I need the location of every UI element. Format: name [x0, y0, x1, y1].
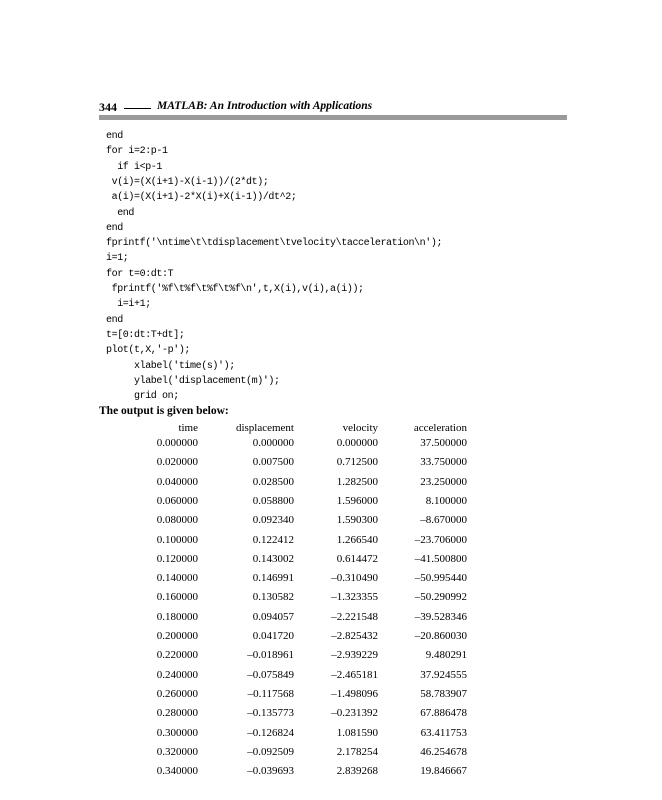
cell-displacement: –0.117568 [247, 687, 294, 700]
cell-acceleration: –23.706000 [414, 533, 467, 546]
cell-time: 0.260000 [156, 687, 198, 700]
cell-displacement: 0.058800 [252, 494, 294, 507]
cell-velocity: 1.596000 [336, 494, 378, 507]
cell-acceleration: 58.783907 [420, 687, 467, 700]
cell-velocity: 1.282500 [336, 475, 378, 488]
cell-displacement: 0.041720 [252, 630, 294, 642]
output-intro: The output is given below: [99, 405, 229, 417]
column-header-velocity: velocity [342, 422, 378, 434]
cell-time: 0.180000 [156, 610, 198, 623]
code-line: if i<p-1 [106, 161, 163, 173]
code-line: plot(t,X,'-p'); [106, 345, 191, 357]
code-line: ylabel('displacement(m)'); [106, 375, 280, 387]
cell-velocity: 1.590300 [336, 514, 378, 527]
cell-time: 0.280000 [156, 707, 198, 720]
cell-velocity: 0.712500 [336, 456, 378, 469]
cell-time: 0.160000 [156, 591, 198, 604]
code-line: xlabel('time(s)'); [106, 360, 235, 372]
cell-time: 0.340000 [156, 765, 198, 778]
code-line: v(i)=(X(i+1)-X(i-1))/(2*dt); [106, 176, 269, 188]
cell-acceleration: 37.500000 [420, 437, 467, 449]
cell-velocity: –0.310490 [331, 572, 378, 585]
cell-acceleration: 8.100000 [425, 494, 467, 507]
column-header-time: time [178, 422, 198, 434]
cell-acceleration: 9.480291 [425, 649, 467, 662]
cell-acceleration: –50.995440 [414, 572, 467, 585]
cell-displacement: 0.146991 [252, 572, 294, 585]
cell-displacement: 0.028500 [252, 475, 294, 488]
column-header-displacement: displacement [235, 422, 294, 434]
cell-displacement: –0.126824 [247, 726, 294, 739]
cell-acceleration: 63.411753 [420, 726, 467, 739]
cell-time: 0.200000 [156, 630, 198, 642]
cell-velocity: –0.231392 [331, 707, 378, 720]
cell-displacement: –0.018961 [247, 649, 294, 662]
book-title: MATLAB: An Introduction with Applications [157, 100, 373, 112]
code-line: for t=0:dt:T [106, 268, 174, 280]
cell-acceleration: 37.924555 [420, 668, 467, 681]
cell-time: 0.100000 [156, 533, 198, 546]
cell-time: 0.080000 [156, 514, 198, 527]
page-header [99, 100, 567, 122]
cell-displacement: 0.143002 [252, 552, 294, 565]
cell-acceleration: 46.254678 [420, 745, 467, 758]
cell-time: 0.320000 [156, 745, 198, 758]
code-line: a(i)=(X(i+1)-2*X(i)+X(i-1))/dt^2; [106, 192, 297, 204]
cell-time: 0.220000 [156, 649, 198, 662]
cell-velocity: –1.498096 [331, 687, 378, 700]
code-line: end [106, 207, 135, 219]
cell-acceleration: 67.886478 [420, 707, 467, 720]
cell-time: 0.000000 [156, 437, 198, 449]
cell-displacement: –0.135773 [247, 707, 294, 720]
header-rule [99, 115, 567, 120]
cell-displacement: 0.000000 [252, 437, 294, 449]
cell-acceleration: –8.670000 [420, 514, 467, 527]
cell-displacement: –0.092509 [247, 745, 294, 758]
cell-acceleration: 33.750000 [420, 456, 467, 469]
cell-displacement: 0.130582 [252, 591, 294, 604]
header-dash [124, 108, 151, 109]
cell-velocity: –2.939229 [331, 649, 378, 662]
cell-time: 0.300000 [156, 726, 198, 739]
cell-displacement: –0.039693 [247, 765, 294, 778]
cell-acceleration: –39.528346 [414, 610, 467, 623]
cell-time: 0.120000 [156, 552, 198, 565]
cell-acceleration: –41.500800 [414, 552, 467, 565]
cell-velocity: 2.178254 [336, 745, 378, 758]
cell-displacement: 0.092340 [252, 514, 294, 527]
cell-velocity: 1.081590 [336, 726, 378, 739]
cell-displacement: –0.075849 [247, 668, 294, 681]
code-line: end [106, 131, 123, 142]
code-line: fprintf('\ntime\t\tdisplacement\tvelocity\tacceleration\n'); [106, 238, 443, 250]
code-line: end [106, 314, 123, 326]
cell-displacement: 0.094057 [252, 610, 294, 623]
cell-velocity: 2.839268 [336, 765, 378, 778]
cell-acceleration: 19.846667 [420, 765, 467, 778]
cell-velocity: 0.614472 [336, 552, 378, 565]
page-number: 344 [99, 100, 117, 114]
cell-velocity: –2.221548 [331, 610, 378, 623]
cell-time: 0.140000 [156, 572, 198, 585]
cell-acceleration: –50.290992 [414, 591, 467, 604]
cell-velocity: –2.465181 [331, 668, 378, 681]
cell-displacement: 0.007500 [252, 456, 294, 469]
cell-displacement: 0.122412 [252, 533, 294, 546]
code-line: i=i+1; [106, 299, 151, 311]
code-line: i=1; [106, 253, 129, 265]
cell-acceleration: 23.250000 [420, 475, 467, 488]
cell-velocity: 0.000000 [336, 437, 378, 449]
cell-velocity: 1.266540 [336, 533, 378, 546]
code-line: fprintf('%f\t%f\t%f\t%f\n',t,X(i),v(i),a(i)); [106, 284, 364, 295]
cell-velocity: –2.825432 [331, 630, 378, 642]
column-header-acceleration: acceleration [413, 422, 467, 434]
cell-time: 0.060000 [156, 494, 198, 507]
code-line: grid on; [106, 391, 179, 403]
cell-time: 0.020000 [156, 456, 198, 469]
code-line: for i=2:p-1 [106, 146, 168, 158]
cell-time: 0.040000 [156, 475, 198, 488]
cell-velocity: –1.323355 [331, 591, 378, 604]
code-line: t=[0:dt:T+dt]; [106, 329, 185, 341]
cell-time: 0.240000 [156, 668, 198, 681]
cell-acceleration: –20.860030 [414, 630, 467, 642]
code-line: end [106, 222, 123, 234]
